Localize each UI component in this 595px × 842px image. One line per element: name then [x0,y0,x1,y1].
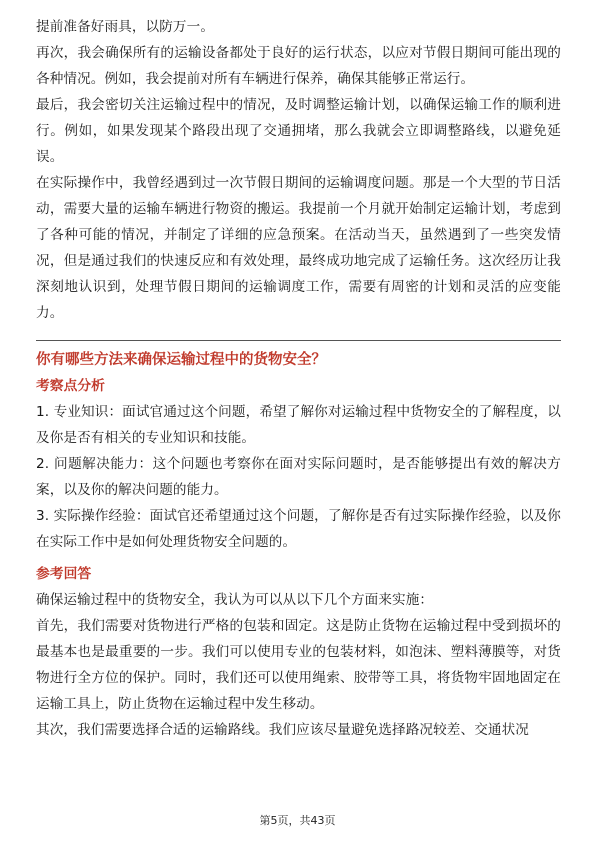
section-divider [36,340,561,341]
answer-paragraph: 首先，我们需要对货物进行严格的包装和固定。这是防止货物在运输过程中受到损坏的最基本也是最重要的一步。我们可以使用专业的包装材料，如泡沫、塑料薄膜等，对货物进行全方位的保护。同时，我们还可以使用绳索、胶带等工具，将货物牢固地固定在运输工具上，防止货物在运输过程中发生移动。 [36,618,561,712]
page-number-footer: 第5页，共43页 [259,814,336,827]
previous-answer-continuation [36,14,561,326]
paragraph: 最后，我会密切关注运输过程中的情况，及时调整运输计划，以确保运输工作的顺利进行。例如，如果发现某个路段出现了交通拥堵，那么我就会立即调整路线，以避免延误。 [36,97,561,165]
paragraph: 再次，我会确保所有的运输设备都处于良好的运行状态，以应对节假日期间可能出现的各种情况。例如，我会提前对所有车辆进行保养，确保其能够正常运行。 [36,45,561,87]
answer-paragraph: 其次，我们需要选择合适的运输路线。我们应该尽量避免选择路况较差、交通状况 [36,722,529,738]
document-page [36,14,561,743]
answer-section [36,561,561,743]
analysis-item: 2. 问题解决能力：这个问题也考察你在面对实际问题时，是否能够提出有效的解决方案，以及你的解决问题的能力。 [36,456,561,498]
analysis-section [36,373,561,555]
answer-paragraph: 确保运输过程中的货物安全，我认为可以从以下几个方面来实施： [36,592,434,608]
analysis-item: 1. 专业知识：面试官通过这个问题，希望了解你对运输过程中货物安全的了解程度，以及你是否有相关的专业知识和技能。 [36,404,561,446]
answer-title: 参考回答 [36,566,92,582]
analysis-item: 3. 实际操作经验：面试官还希望通过这个问题，了解你是否有过实际操作经验，以及你在实际工作中是如何处理货物安全问题的。 [36,508,561,550]
paragraph: 提前准备好雨具，以防万一。 [36,19,215,35]
paragraph: 在实际操作中，我曾经遇到过一次节假日期间的运输调度问题。那是一个大型的节日活动，需要大量的运输车辆进行物资的搬运。我提前一个月就开始制定运输计划，考虑到了各种可能的情况，并制定了详细的应急预案。在活动当天，虽然遇到了一些突发情况，但是通过我们的快速反应和有效处理，最终成功地完成了运输任务。这次经历让我深刻地认识到，处理节假日期间的运输调度工作，需要有周密的计划和灵活的应变能力。 [36,175,561,321]
question-heading: 你有哪些方法来确保运输过程中的货物安全？ [36,352,326,368]
analysis-title: 考察点分析 [36,378,105,394]
